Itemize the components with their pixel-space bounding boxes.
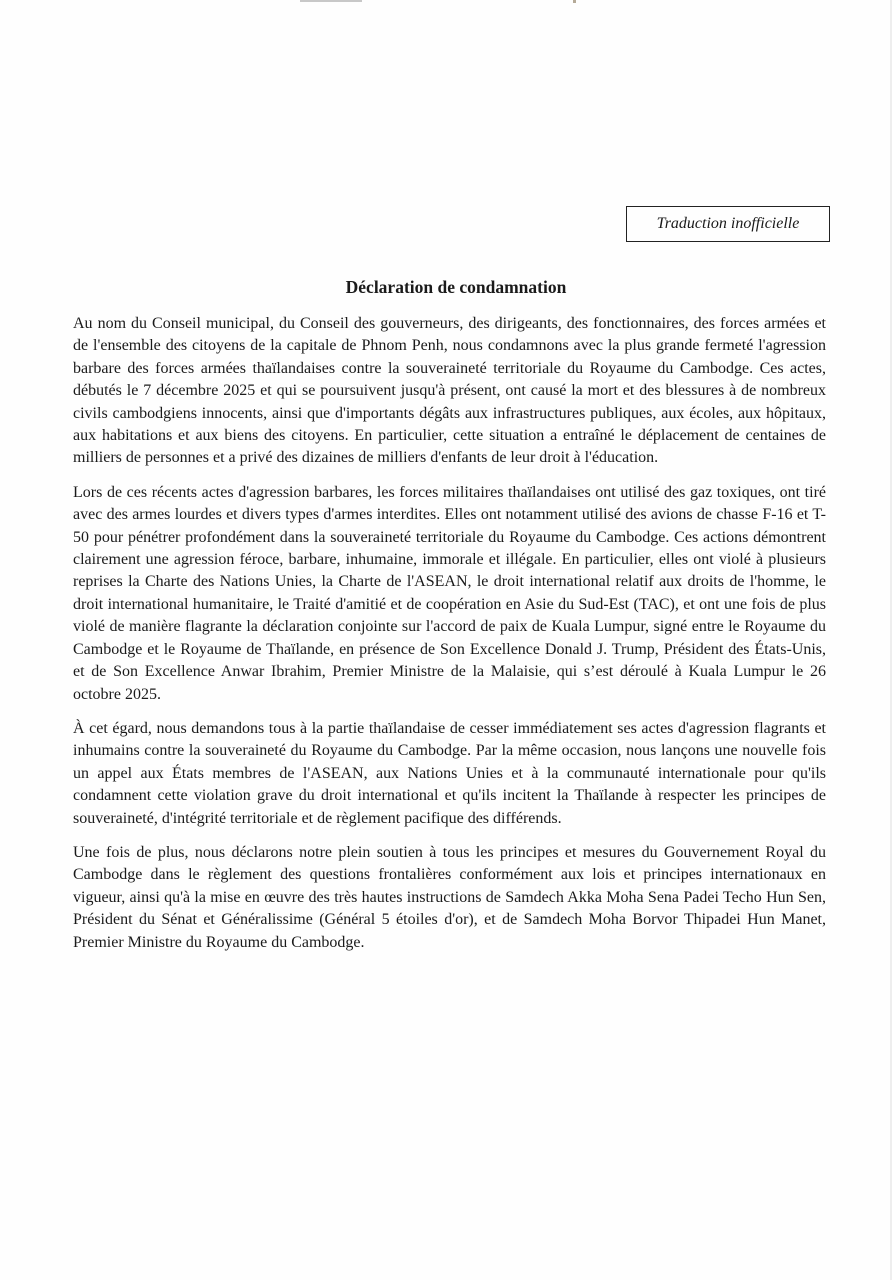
- scan-artifact-line: [300, 0, 362, 2]
- paragraph-4: Une fois de plus, nous déclarons notre plein soutien à tous les principes et mesures du Gouvernement Royal du Cambodge dans le règlement des questions frontalières conformément aux lois et principes internationaux en vigueur, ainsi qu'à la mise en œuvre des très hautes instructions de Samdech Akka Moha Sena Padei Techo Hun Sen, Président du Sénat et Généralissime (Général 5 étoiles d'or), et de Samdech Moha Borvor Thipadei Hun Manet, Premier Ministre du Royaume du Cambodge.: [73, 843, 826, 951]
- document-title: Déclaration de condamnation: [345, 277, 567, 297]
- paragraph-3: À cet égard, nous demandons tous à la partie thaïlandaise de cesser immédiatement ses actes d'agression flagrants et inhumains contre la souveraineté du Royaume du Cambodge. Par la même occasion, nous lançons une nouvelle fois un appel aux États membres de l'ASEAN, aux Nations Unies et à la communauté internationale pour qu'ils condamnent cette violation grave du droit international et qu'ils incitent la Thaïlande à respecter les principes de souveraineté, d'intégrité territoriale et de règlement pacifique des différends.: [73, 719, 826, 827]
- paragraph-1: Au nom du Conseil municipal, du Conseil des gouverneurs, des dirigeants, des fonctionnaires, des forces armées et de l'ensemble des citoyens de la capitale de Phnom Penh, nous condamnons avec la plus grande fermeté l'agression barbare des forces armées thaïlandaises contre la souveraineté territoriale du Royaume du Cambodge. Ces actes, débutés le 7 décembre 2025 et qui se poursuivent jusqu'à présent, ont causé la mort et des blessures à de nombreux civils cambodgiens innocents, ainsi que d'importants dégâts aux infrastructures publiques, aux écoles, aux hôpitaux, aux habitations et aux biens des citoyens. En particulier, cette situation a entraîné le déplacement de centaines de milliers de personnes et a privé des dizaines de milliers d'enfants de leur droit à l'éducation.: [73, 315, 826, 467]
- unofficial-translation-label: Traduction inofficielle: [626, 206, 830, 242]
- scan-artifact-dot: [573, 0, 576, 3]
- paragraph-2: Lors de ces récents actes d'agression barbares, les forces militaires thaïlandaises ont utilisé des gaz toxiques, ont tiré avec des armes lourdes et divers types d'armes interdites. Elles ont notamment utilisé des avions de chasse F-16 et T-50 pour pénétrer profondément dans la souveraineté territoriale du Royaume du Cambodge. Ces actions démontrent clairement une agression féroce, barbare, inhumaine, immorale et illégale. En particulier, elles ont violé à plusieurs reprises la Charte des Nations Unies, la Charte de l'ASEAN, le droit international relatif aux droits de l'homme, le droit international humanitaire, le Traité d'amitié et de coopération en Asie du Sud-Est (TAC), et ont une fois de plus violé de manière flagrante la déclaration conjointe sur l'accord de paix de Kuala Lumpur, signé entre le Royaume du Cambodge et le Royaume de Thaïlande, en présence de Son Excellence Donald J. Trump, Président des États-Unis, et de Son Excellence Anwar Ibrahim, Premier Ministre de la Malaisie, qui s’est déroulé à Kuala Lumpur le 26 octobre 2025.: [73, 483, 826, 703]
- document-body: [73, 313, 826, 966]
